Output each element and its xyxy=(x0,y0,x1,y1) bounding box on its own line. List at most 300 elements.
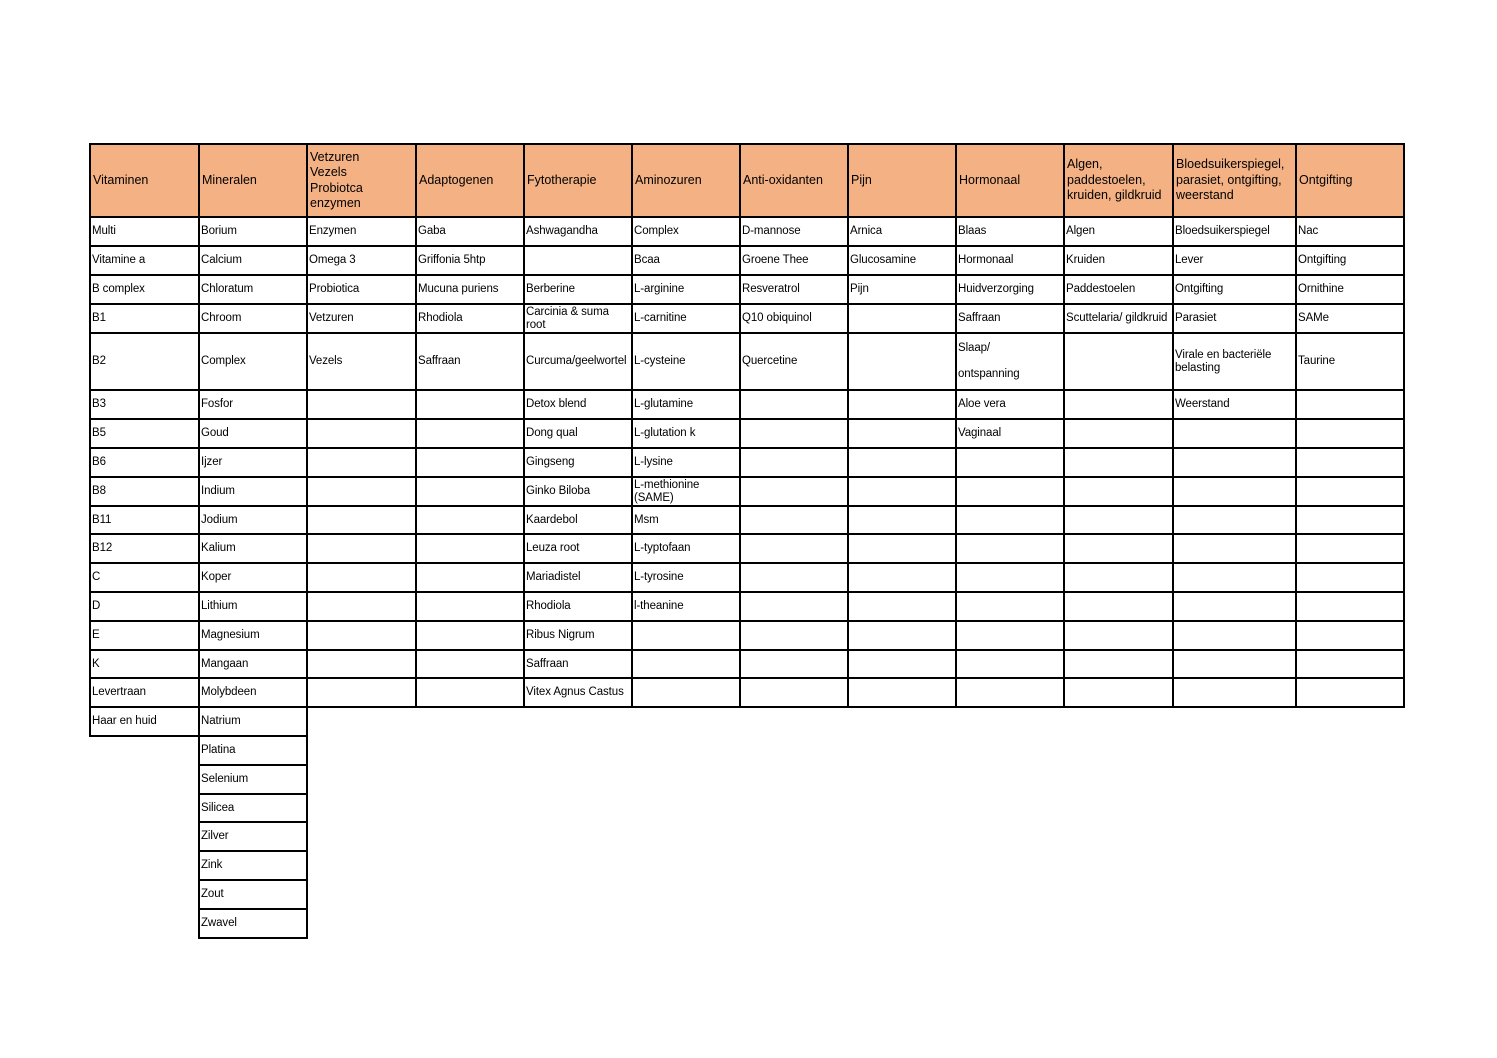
table-cell-text: Omega 3 xyxy=(309,254,356,266)
table-cell-text: Glucosamine xyxy=(850,254,917,266)
table-cell xyxy=(306,303,417,334)
table-cell xyxy=(1295,447,1405,478)
table-cell-text: Virale en bacteriële belasting xyxy=(1175,348,1272,374)
table-cell-text: L-carnitine xyxy=(634,312,687,324)
table-cell-text: Slaap/ ontspanning xyxy=(958,342,1020,380)
table-cell-text: Resveratrol xyxy=(742,283,800,295)
column-header-text: Vitaminen xyxy=(93,172,149,187)
table-cell xyxy=(955,562,1065,593)
table-cell xyxy=(631,476,741,507)
table-cell xyxy=(847,216,957,247)
table-cell xyxy=(523,245,633,276)
table-cell xyxy=(89,389,200,420)
table-cell xyxy=(198,533,308,564)
table-cell-text: B5 xyxy=(92,427,106,439)
table-cell-text: Msm xyxy=(634,513,659,526)
table-cell xyxy=(1063,591,1174,622)
table-cell-text: Multi xyxy=(92,225,116,237)
table-cell-text: Mariadistel xyxy=(526,571,581,583)
table-cell xyxy=(1172,649,1297,679)
table-cell-text: Carcinia & suma root xyxy=(526,305,609,331)
table-cell xyxy=(1295,476,1405,507)
table-cell xyxy=(1172,562,1297,593)
column-header-text: Algen, paddestoelen, kruiden, gildkruid xyxy=(1067,157,1162,203)
table-cell-text: l-theanine xyxy=(634,600,684,612)
table-cell-text: Ashwagandha xyxy=(526,225,598,237)
table-cell-text: B8 xyxy=(92,485,106,497)
table-cell xyxy=(523,274,633,305)
table-cell xyxy=(1172,216,1297,247)
table-cell xyxy=(415,476,525,507)
table-cell xyxy=(306,245,417,276)
table-cell xyxy=(89,274,200,305)
table-cell xyxy=(1063,533,1174,564)
table-cell xyxy=(847,303,957,334)
table-cell xyxy=(631,216,741,247)
table-cell xyxy=(198,793,308,823)
table-cell xyxy=(739,620,849,651)
table-cell xyxy=(739,677,849,708)
table-cell xyxy=(306,649,417,679)
table-cell xyxy=(739,274,849,305)
table-cell xyxy=(1063,677,1174,708)
table-cell xyxy=(415,389,525,420)
table-cell xyxy=(523,303,633,334)
table-cell xyxy=(739,533,849,564)
table-cell xyxy=(415,216,525,247)
table-cell-text: Detox blend xyxy=(526,398,587,410)
table-cell xyxy=(415,245,525,276)
table-cell xyxy=(89,447,200,478)
table-cell xyxy=(1295,274,1405,305)
table-cell xyxy=(739,389,849,420)
table-cell xyxy=(415,620,525,651)
table-cell xyxy=(847,505,957,535)
table-cell xyxy=(955,245,1065,276)
table-cell xyxy=(1063,649,1174,679)
table-cell xyxy=(523,620,633,651)
table-cell xyxy=(1172,447,1297,478)
table-cell xyxy=(1063,505,1174,535)
table-cell-text: Zwavel xyxy=(201,917,237,929)
table-cell-text: Q10 obiquinol xyxy=(742,312,812,324)
table-cell xyxy=(955,332,1065,391)
column-header xyxy=(198,143,308,218)
table-cell-text: Taurine xyxy=(1298,355,1336,367)
table-cell xyxy=(198,303,308,334)
table-cell-text: Vitamine a xyxy=(92,254,146,266)
table-cell xyxy=(1295,418,1405,449)
table-cell-text: Arnica xyxy=(850,225,882,237)
table-cell-text: Zink xyxy=(201,859,223,871)
table-cell-text: Complex xyxy=(201,355,246,367)
table-cell xyxy=(1295,677,1405,708)
table-cell-text: Saffraan xyxy=(418,355,461,367)
table-cell xyxy=(198,562,308,593)
table-cell xyxy=(198,505,308,535)
table-cell-text: Probiotica xyxy=(309,283,360,295)
table-cell xyxy=(631,562,741,593)
table-cell xyxy=(306,476,417,507)
table-cell-text: E xyxy=(92,629,100,641)
table-cell xyxy=(415,649,525,679)
table-cell xyxy=(198,821,308,852)
table-cell xyxy=(198,476,308,507)
table-cell-text: Vitex Agnus Castus xyxy=(526,686,624,698)
table-cell-text: Vaginaal xyxy=(958,427,1002,439)
table-cell-text: L-glutation k xyxy=(634,427,696,439)
table-cell xyxy=(631,303,741,334)
table-cell xyxy=(847,533,957,564)
table-cell-text: Nac xyxy=(1298,225,1319,237)
table-cell-text: Complex xyxy=(634,225,679,237)
table-cell xyxy=(631,332,741,391)
table-cell xyxy=(739,303,849,334)
table-cell xyxy=(523,389,633,420)
column-header-text: Ontgifting xyxy=(1299,172,1353,187)
table-cell-text: Ijzer xyxy=(201,456,223,468)
table-cell xyxy=(1063,303,1174,334)
table-cell xyxy=(306,591,417,622)
table-cell-text: Bcaa xyxy=(634,254,660,266)
table-cell xyxy=(631,505,741,535)
table-cell xyxy=(1172,274,1297,305)
column-header xyxy=(631,143,741,218)
table-cell-text: L-tyrosine xyxy=(634,571,684,583)
table-cell xyxy=(306,533,417,564)
table-cell xyxy=(415,418,525,449)
table-cell xyxy=(523,677,633,708)
table-cell xyxy=(1063,562,1174,593)
table-cell-text: Zout xyxy=(201,888,224,900)
table-cell xyxy=(89,332,200,391)
table-cell xyxy=(306,274,417,305)
table-cell xyxy=(1172,505,1297,535)
table-cell xyxy=(631,245,741,276)
table-cell-text: Kaardebol xyxy=(526,513,578,526)
table-cell-text: B6 xyxy=(92,456,106,468)
table-cell xyxy=(89,562,200,593)
table-cell xyxy=(631,418,741,449)
column-header xyxy=(1295,143,1405,218)
table-cell-text: Mucuna puriens xyxy=(418,283,499,295)
table-cell xyxy=(631,649,741,679)
table-cell xyxy=(1295,216,1405,247)
column-header-text: Hormonaal xyxy=(959,172,1021,187)
table-cell-text: Parasiet xyxy=(1175,312,1217,324)
table-cell xyxy=(631,533,741,564)
table-cell xyxy=(1295,303,1405,334)
table-cell-text: Ginko Biloba xyxy=(526,485,591,497)
table-cell-text: B1 xyxy=(92,312,106,324)
table-cell-text: K xyxy=(92,657,100,670)
table-cell xyxy=(89,677,200,708)
table-cell xyxy=(198,706,308,737)
table-cell xyxy=(847,274,957,305)
table-cell-text: B2 xyxy=(92,355,106,367)
table-cell xyxy=(955,591,1065,622)
table-cell xyxy=(198,418,308,449)
table-cell xyxy=(523,216,633,247)
table-cell-text: Groene Thee xyxy=(742,254,809,266)
table-cell-text: Mangaan xyxy=(201,657,249,670)
table-cell xyxy=(1295,649,1405,679)
table-cell xyxy=(631,677,741,708)
table-cell xyxy=(631,447,741,478)
column-header-text: Bloedsuikerspiegel, parasiet, ontgifting, weerstand xyxy=(1176,157,1285,203)
table-cell xyxy=(955,620,1065,651)
table-cell xyxy=(415,591,525,622)
column-header xyxy=(306,143,417,218)
table-cell-text: Quercetine xyxy=(742,355,798,367)
column-header xyxy=(739,143,849,218)
table-cell-text: Vetzuren xyxy=(309,312,354,324)
table-cell xyxy=(198,879,308,910)
table-cell xyxy=(739,562,849,593)
table-cell xyxy=(847,476,957,507)
table-cell xyxy=(198,591,308,622)
table-cell xyxy=(1063,476,1174,507)
table-cell-text: Aloe vera xyxy=(958,398,1006,410)
table-cell xyxy=(1295,389,1405,420)
table-cell-text: L-arginine xyxy=(634,283,685,295)
table-cell xyxy=(89,706,200,737)
table-cell xyxy=(523,332,633,391)
column-header xyxy=(1063,143,1174,218)
table-cell-text: Goud xyxy=(201,427,229,439)
table-cell-text: Silicea xyxy=(201,801,235,814)
table-cell xyxy=(89,649,200,679)
table-cell xyxy=(523,649,633,679)
table-cell xyxy=(955,677,1065,708)
table-cell xyxy=(847,562,957,593)
table-cell xyxy=(89,245,200,276)
table-cell-text: Ornithine xyxy=(1298,283,1344,295)
table-cell xyxy=(198,332,308,391)
table-cell xyxy=(847,245,957,276)
table-cell xyxy=(1295,591,1405,622)
table-cell-text: Ribus Nigrum xyxy=(526,629,595,641)
table-cell-text: Algen xyxy=(1066,225,1095,237)
table-cell xyxy=(1295,245,1405,276)
table-cell-text: Paddestoelen xyxy=(1066,283,1136,295)
table-cell xyxy=(415,274,525,305)
table-cell-text: D xyxy=(92,600,101,612)
table-cell-text: L-cysteine xyxy=(634,355,686,367)
table-cell-text: Platina xyxy=(201,744,236,756)
table-cell-text: Levertraan xyxy=(92,686,146,698)
table-cell xyxy=(1172,620,1297,651)
table-cell xyxy=(1172,476,1297,507)
table-cell xyxy=(1063,620,1174,651)
table-cell xyxy=(415,332,525,391)
table-cell xyxy=(955,476,1065,507)
table-cell-text: Kalium xyxy=(201,542,236,554)
table-cell xyxy=(1172,389,1297,420)
table-cell xyxy=(739,418,849,449)
table-cell xyxy=(306,389,417,420)
table-cell xyxy=(1172,332,1297,391)
table-cell-text: Koper xyxy=(201,571,232,583)
table-cell-text: Saffraan xyxy=(958,312,1001,324)
table-cell xyxy=(847,591,957,622)
table-cell xyxy=(415,303,525,334)
column-header-text: Mineralen xyxy=(202,172,257,187)
table-cell-text: D-mannose xyxy=(742,225,801,237)
table-cell xyxy=(955,389,1065,420)
table-cell-text: Zilver xyxy=(201,830,229,842)
table-cell-text: Enzymen xyxy=(309,225,357,237)
table-cell-text: Weerstand xyxy=(1175,398,1230,410)
table-cell xyxy=(1063,216,1174,247)
table-cell xyxy=(89,303,200,334)
table-cell xyxy=(1172,591,1297,622)
table-cell xyxy=(415,533,525,564)
table-cell xyxy=(306,562,417,593)
table-cell xyxy=(306,216,417,247)
table-cell-text: B complex xyxy=(92,283,145,295)
table-cell-text: Hormonaal xyxy=(958,254,1014,266)
table-cell xyxy=(198,850,308,881)
table-cell xyxy=(1172,533,1297,564)
table-cell xyxy=(523,591,633,622)
table-cell xyxy=(306,677,417,708)
column-header-text: Adaptogenen xyxy=(419,172,494,187)
table-cell-text: L-methionine (SAME) xyxy=(634,478,700,504)
table-cell xyxy=(955,303,1065,334)
table-cell xyxy=(523,447,633,478)
table-cell xyxy=(631,591,741,622)
table-cell-text: L-glutamine xyxy=(634,398,693,410)
table-cell-text: Borium xyxy=(201,225,237,237)
table-cell xyxy=(739,649,849,679)
table-cell xyxy=(306,418,417,449)
table-cell-text: Berberine xyxy=(526,283,575,295)
table-cell xyxy=(198,649,308,679)
table-cell xyxy=(306,620,417,651)
table-cell xyxy=(955,274,1065,305)
table-cell-text: Fosfor xyxy=(201,398,233,410)
table-cell xyxy=(1295,620,1405,651)
table-cell xyxy=(198,677,308,708)
table-cell xyxy=(198,447,308,478)
table-cell xyxy=(415,505,525,535)
table-cell xyxy=(89,476,200,507)
table-cell-text: Haar en huid xyxy=(92,715,157,727)
column-header xyxy=(523,143,633,218)
table-cell xyxy=(739,332,849,391)
table-cell xyxy=(89,216,200,247)
table-cell xyxy=(739,216,849,247)
column-header xyxy=(955,143,1065,218)
table-cell xyxy=(847,677,957,708)
table-cell xyxy=(89,591,200,622)
table-cell-text: Blaas xyxy=(958,225,987,237)
table-cell xyxy=(89,505,200,535)
table-cell-text: Molybdeen xyxy=(201,686,257,698)
table-cell xyxy=(306,332,417,391)
column-header xyxy=(415,143,525,218)
table-cell xyxy=(1063,332,1174,391)
table-cell-text: B3 xyxy=(92,398,106,410)
table-cell xyxy=(198,216,308,247)
table-cell xyxy=(415,562,525,593)
table-cell-text: Gingseng xyxy=(526,456,575,468)
column-header-text: Vetzuren Vezels Probiotca enzymen xyxy=(310,149,363,210)
table-cell-text: Griffonia 5htp xyxy=(418,254,486,266)
table-cell xyxy=(306,505,417,535)
table-cell xyxy=(847,332,957,391)
table-cell xyxy=(523,476,633,507)
table-cell xyxy=(198,389,308,420)
table-cell xyxy=(523,533,633,564)
table-cell xyxy=(198,274,308,305)
table-cell-text: Pijn xyxy=(850,283,869,295)
table-cell xyxy=(198,620,308,651)
table-cell xyxy=(415,677,525,708)
column-header xyxy=(1172,143,1297,218)
table-cell-text: Bloedsuikerspiegel xyxy=(1175,225,1270,237)
table-cell xyxy=(1063,389,1174,420)
table-cell-text: Vezels xyxy=(309,355,343,367)
table-cell-text: Gaba xyxy=(418,225,446,237)
table-cell-text: SAMe xyxy=(1298,312,1329,324)
table-cell xyxy=(955,418,1065,449)
column-header-text: Anti-oxidanten xyxy=(743,172,823,187)
table-cell xyxy=(198,908,308,939)
table-cell xyxy=(523,418,633,449)
table-cell xyxy=(1295,562,1405,593)
table-cell xyxy=(955,533,1065,564)
table-cell-text: Ontgifting xyxy=(1298,254,1347,266)
table-cell xyxy=(89,533,200,564)
table-cell-text: Lithium xyxy=(201,600,238,612)
table-cell xyxy=(739,505,849,535)
table-cell xyxy=(198,245,308,276)
table-cell-text: Calcium xyxy=(201,254,242,266)
table-cell-text: Magnesium xyxy=(201,629,260,641)
table-cell-text: Curcuma/geelwortel xyxy=(526,355,627,367)
column-header-text: Pijn xyxy=(851,172,872,187)
table-cell xyxy=(1063,274,1174,305)
table-cell xyxy=(739,591,849,622)
table-cell xyxy=(739,476,849,507)
table-cell-text: L-lysine xyxy=(634,456,673,468)
table-cell-text: C xyxy=(92,571,101,583)
table-cell xyxy=(198,764,308,795)
table-cell xyxy=(955,505,1065,535)
table-cell-text: Dong qual xyxy=(526,427,578,439)
table-cell-text: L-typtofaan xyxy=(634,542,691,554)
table-cell xyxy=(1172,303,1297,334)
table-cell-text: Natrium xyxy=(201,715,241,727)
table-cell xyxy=(1295,533,1405,564)
table-cell-text: Indium xyxy=(201,485,235,497)
table-cell xyxy=(847,389,957,420)
table-cell-text: Chroom xyxy=(201,312,242,324)
table-cell-text: Jodium xyxy=(201,513,238,526)
table-cell xyxy=(1063,418,1174,449)
table-cell-text: Leuza root xyxy=(526,542,580,554)
table-cell xyxy=(306,447,417,478)
table-cell-text: Saffraan xyxy=(526,657,569,670)
table-cell xyxy=(631,389,741,420)
table-cell xyxy=(955,216,1065,247)
table-cell xyxy=(523,562,633,593)
table-cell xyxy=(847,447,957,478)
table-cell-text: Rhodiola xyxy=(526,600,571,612)
table-cell xyxy=(415,447,525,478)
